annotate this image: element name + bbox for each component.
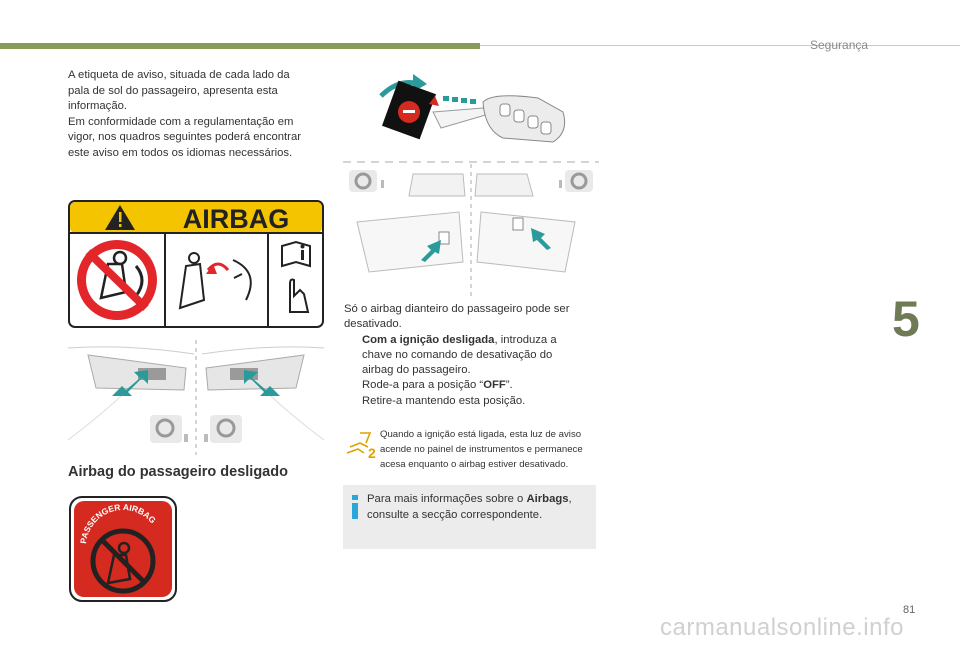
instruction-line: Só o airbag dianteiro do passageiro pode ser xyxy=(344,303,570,315)
intro-line: Em conformidade com a regulamentação em xyxy=(68,115,294,128)
info-text: , xyxy=(568,493,572,505)
deactivation-instructions xyxy=(344,302,604,409)
instruction-line: desativado. xyxy=(344,318,402,331)
warning-line: Quando a ignição está ligada, esta luz de aviso xyxy=(380,429,582,440)
warning-note xyxy=(344,425,600,473)
no-rear-child-seat-icon xyxy=(77,240,157,320)
step-text: airbag do passageiro. xyxy=(362,364,471,377)
bullet-icon xyxy=(344,394,362,409)
chapter-number: 5 xyxy=(892,291,920,347)
warning-hand-icon xyxy=(344,427,378,461)
section-heading: Airbag do passageiro desligado xyxy=(68,464,288,480)
step-text: Rode-a para a posição “ xyxy=(362,379,484,392)
intro-line: vigor, nos quadros seguintes poderá encontrar xyxy=(68,131,301,143)
info-icon xyxy=(351,495,359,519)
list-item xyxy=(344,378,604,393)
airbag-off-indicator-icon xyxy=(68,495,178,603)
section-label: Segurança xyxy=(810,38,869,52)
step-bold-text: Com a ignição desligada xyxy=(362,333,495,346)
svg-text:2: 2 xyxy=(368,445,376,461)
indicator-arc-text: PASSENGER AIRBAG xyxy=(78,501,158,545)
intro-line: pala de sol do passageiro, apresenta esta xyxy=(68,84,278,97)
info-box xyxy=(343,485,596,549)
warning-line: acende no painel de instrumentos e permanece xyxy=(380,444,583,455)
step-text: chave no comando de desativação do xyxy=(362,348,553,361)
list-item xyxy=(344,394,604,409)
key-switch-illustration xyxy=(343,72,599,297)
bullet-icon xyxy=(344,333,362,348)
label-title: AIRBAG xyxy=(182,204,290,234)
watermark: carmanualsonline.info xyxy=(660,614,904,641)
intro-line: este aviso em todos os idiomas necessários. xyxy=(68,146,293,159)
page-number: 81 xyxy=(903,604,916,616)
info-bold-text: Airbags xyxy=(526,493,569,505)
step-bold-text: OFF xyxy=(483,379,506,392)
bullet-icon xyxy=(344,378,362,393)
header-accent-bar xyxy=(0,43,480,49)
sun-visor-illustration xyxy=(68,340,324,455)
warning-line: acesa enquanto o airbag estiver desativado. xyxy=(380,459,569,470)
intro-line: informação. xyxy=(68,100,128,112)
step-text: , introduza a xyxy=(494,333,557,346)
header-rule xyxy=(480,45,960,46)
info-text: Para mais informações sobre o xyxy=(367,493,527,505)
intro-line: A etiqueta de aviso, situada de cada lado da xyxy=(68,69,290,81)
intro-paragraph xyxy=(68,68,328,161)
step-text: ”. xyxy=(505,379,513,392)
list-item xyxy=(344,333,604,348)
step-text: Retire-a mantendo esta posição. xyxy=(362,394,526,407)
airbag-warning-label xyxy=(68,200,324,328)
info-text: consulte a secção correspondente. xyxy=(367,508,543,521)
